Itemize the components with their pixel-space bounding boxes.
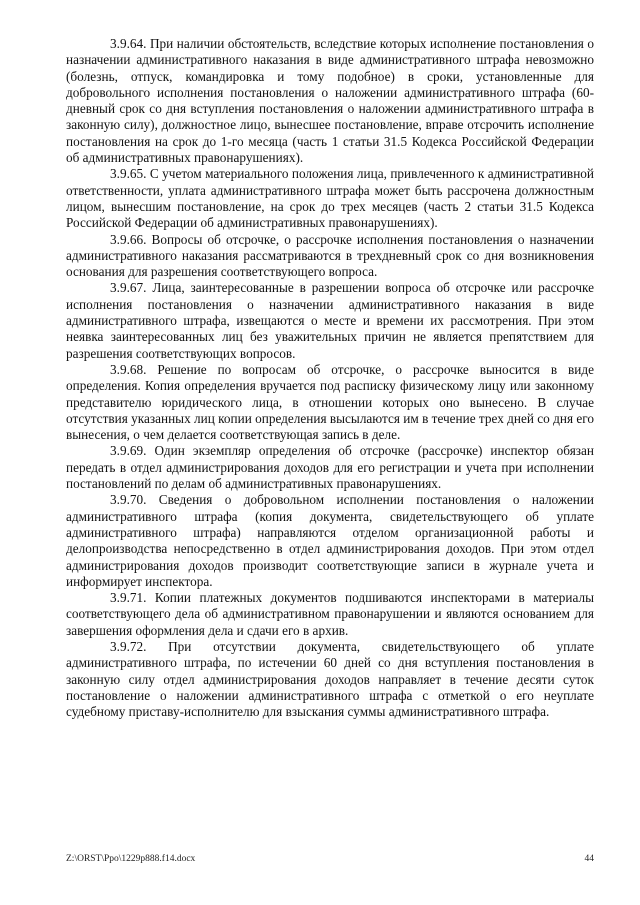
- paragraph-3-9-70: [66, 492, 594, 590]
- document-page: [66, 36, 594, 720]
- paragraph-3-9-72: [66, 639, 594, 720]
- page-number: 44: [584, 854, 594, 864]
- paragraph-3-9-64: [66, 36, 594, 166]
- paragraph-text: Вопросы об отсрочке, о рассрочке исполнения постановления о назначении административного наказания рассматриваются в трехдневный срок со дня возникновения основания для разрешения соответствующего вопроса.: [66, 231, 595, 280]
- paragraph-text: С учетом материального положения лица, привлеченного к административной ответственности, уплата административного штрафа может быть рассрочена должностным лицом, вынесшим постановление, на срок до трех месяцев (часть 2 статьи 31.5 Кодекса Российской Федерации об административных правонарушениях).: [66, 166, 594, 231]
- paragraph-3-9-66: [66, 232, 594, 281]
- paragraph-3-9-69: [66, 443, 594, 492]
- paragraph-text: Лица, заинтересованные в разрешении вопроса об отсрочке или рассрочке исполнения постановления о назначении административного наказания в виде административного штрафа, извещаются о месте и времени их рассмотрения. При этом неявка заинтересованных лиц без уважительных причин не является препятствием для разрешения соответствующих вопросов.: [66, 280, 594, 361]
- paragraph-number: 3.9.66.: [110, 231, 147, 247]
- paragraph-number: 3.9.68.: [110, 361, 147, 377]
- paragraph-text: При отсутствии документа, свидетельствующего об уплате административного штрафа, по истечении 60 дней со дня вступления постановления в законную силу отдел администрирования доходов направляет в течение десяти суток постановление о наложении административного штрафа с отметкой о его неуплате судебному приставу-исполнителю для взыскания суммы административного штрафа.: [66, 638, 594, 720]
- paragraph-3-9-71: [66, 590, 594, 639]
- paragraph-text: Сведения о добровольном исполнении постановления о наложении административного штрафа (копия документа, свидетельствующего об уплате административного штрафа) направляются отделом организационной работы и делопроизводства непосредственно в отдел администрирования доходов. При этом отдел администрирования доходов производит соответствующие записи в журнале учета и информирует инспектора.: [66, 492, 594, 589]
- paragraph-number: 3.9.69.: [110, 443, 147, 459]
- paragraph-3-9-65: [66, 166, 594, 231]
- paragraph-3-9-68: [66, 362, 594, 443]
- paragraph-number: 3.9.64.: [110, 36, 147, 51]
- paragraph-number: 3.9.65.: [110, 166, 147, 182]
- paragraph-number: 3.9.67.: [110, 280, 147, 296]
- paragraph-number: 3.9.71.: [110, 590, 147, 606]
- paragraph-3-9-67: [66, 280, 594, 361]
- paragraph-number: 3.9.70.: [110, 492, 147, 508]
- paragraph-text: Один экземпляр определения об отсрочке (рассрочке) инспектор обязан передать в отдел администрирования доходов для его регистрации и учета при исполнении постановлений по делам об административных правонарушениях.: [66, 443, 594, 492]
- paragraph-text: Решение по вопросам об отсрочке, о рассрочке выносится в виде определения. Копия определения вручается под расписку физическому лицу или законному представителю юридического лица, в отношении которых оно вынесено. В случае отсутствия указанных лиц копии определения высылаются им в течение трех дней со дня его вынесения, о чем делается соответствующая запись в деле.: [66, 361, 595, 443]
- paragraph-text: Копии платежных документов подшиваются инспекторами в материалы соответствующего дела об административном правонарушении и являются основанием для завершения оформления дела и сдачи его в архив.: [66, 590, 594, 638]
- paragraph-text: При наличии обстоятельств, вследствие которых исполнение постановления о назначении административного наказания в виде административного штрафа невозможно (болезнь, отпуск, командировка и тому подобное) в сроки, установленные для добровольного исполнения постановления о наложении административного штрафа (60-дневный срок со дня вступления постановления о наложении административного штрафа в законную силу), должностное лицо, вынесшее постановление, вправе отсрочить исполнение постановления на срок до 1-го месяца (часть 1 статьи 31.5 Кодекса Российской Федерации об административных правонарушениях).: [66, 36, 594, 166]
- paragraph-number: 3.9.72.: [110, 638, 147, 654]
- file-path: Z:\ORST\Ppo\1229p888.f14.docx: [66, 854, 196, 864]
